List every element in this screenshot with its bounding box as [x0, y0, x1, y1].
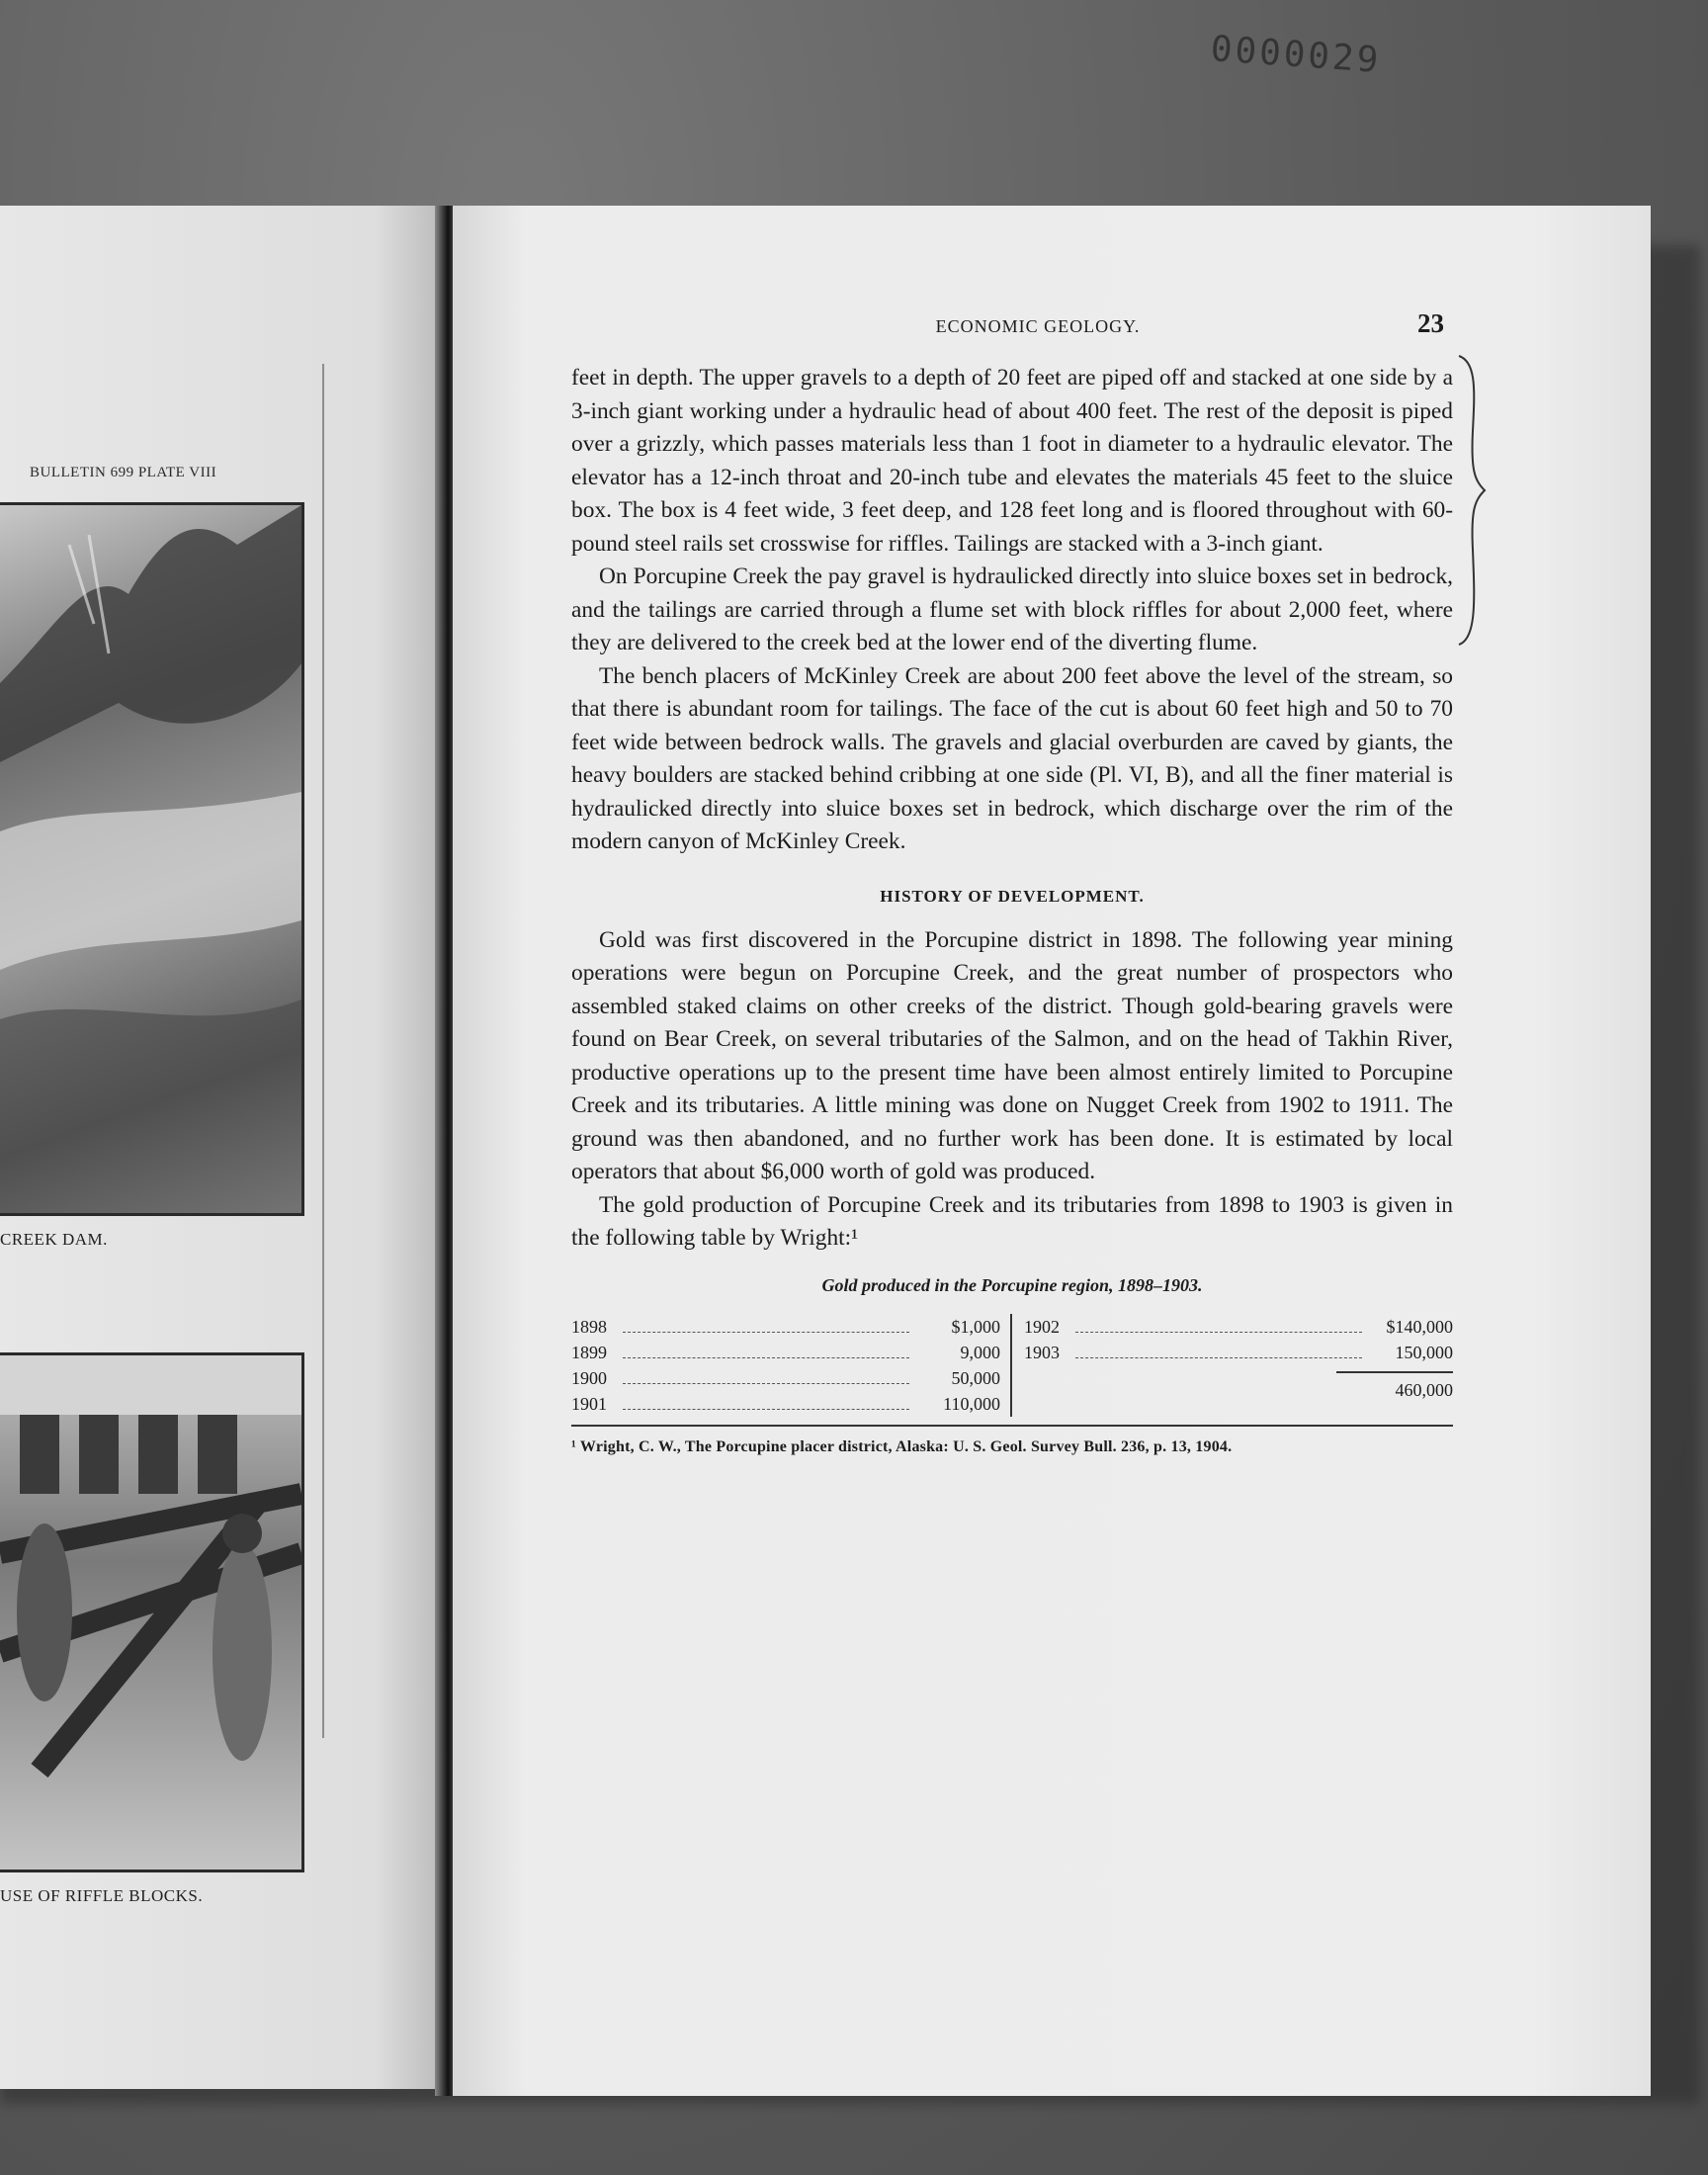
- history-paragraph-1: Gold was first discovered in the Porcupine district in 1898. The following year mining operations were begun on Porcupine Creek, and the great number of prospectors who assembled staked claims on other creeks of the district. Though gold-bearing gravels were found on Bear Creek, on several tributaries of the Salmon, and on the head of Takhin River, productive operations up to the present time have been almost entirely limited to Porcupine Creek and its tributaries. A little mining was done on Nugget Creek from 1902 to 1911. The ground was then abandoned, and no further work has been done. It is estimated by local operators that about $6,000 worth of gold was produced.: [571, 926, 1453, 1184]
- leader-dots: [623, 1332, 909, 1333]
- open-book: [0, 206, 1651, 2096]
- footnote: ¹ Wright, C. W., The Porcupine placer district, Alaska: U. S. Geol. Survey Bull. 236, p. 13, 1904.: [571, 1437, 1233, 1455]
- production-table: [571, 1275, 1453, 1427]
- left-page: [0, 206, 440, 2089]
- row-amount: $1,000: [951, 1316, 1000, 1337]
- leader-dots: [623, 1357, 909, 1358]
- table-left-column: [571, 1314, 1012, 1417]
- row-year: 1900: [571, 1367, 607, 1388]
- paragraph-1: feet in depth. The upper gravels to a depth of 20 feet are piped off and stacked at one side by a 3-inch giant working under a hydraulic head of about 400 feet. The rest of the deposit is piped over a grizzly, which passes materials less than 1 foot in diameter to a hydraulic elevator. The elevator has a 12-inch throat and 20-inch tube and elevates the materials 45 feet to the sluice box. The box is 4 feet wide, 3 feet deep, and 128 feet long and is floored throughout with 60-pound steel rails set crosswise for riffles. Tailings are stacked with a 3-inch giant.: [571, 365, 1453, 557]
- paragraph-3: The bench placers of McKinley Creek are about 200 feet above the level of the stream, so that there is abundant room for tailings. The face of the cut is about 60 feet high and 50 to 70 feet wide between bedrock walls. The gravels and glacial overburden are caved by giants, the heavy boulders are stacked behind cribbing at one side (Pl. VI, B), and all the finer material is hydraulicked directly into sluice boxes set in bedrock, which discharge over the rim of the modern canyon of McKinley Creek.: [571, 662, 1453, 854]
- row-year: 1902: [1024, 1316, 1060, 1337]
- caption-riffle-blocks: USE OF RIFFLE BLOCKS.: [0, 1886, 204, 1905]
- left-page-rule: [322, 364, 324, 1738]
- row-amount: 50,000: [951, 1367, 1000, 1388]
- table-row: [1024, 1340, 1453, 1365]
- table-row: [571, 1365, 1000, 1391]
- paragraph-2: On Porcupine Creek the pay gravel is hydraulicked directly into sluice boxes set in bedrock, and the tailings are carried through a flume set with block riffles for about 2,000 feet, where they are delivered to the creek bed at the lower end of the diverting flume.: [571, 564, 1453, 655]
- caption-creek-dam: CREEK DAM.: [0, 1230, 108, 1249]
- row-amount: 150,000: [1395, 1342, 1453, 1362]
- history-paragraph-2: The gold production of Porcupine Creek and its tributaries from 1898 to 1903 is given in the following table by Wright:¹: [571, 1191, 1453, 1251]
- leader-dots: [1075, 1357, 1362, 1358]
- leader-dots: [1075, 1332, 1362, 1333]
- row-amount: 9,000: [960, 1342, 1000, 1362]
- table-title: Gold produced in the Porcupine region, 1898–1903.: [821, 1274, 1203, 1295]
- table-right-column: [1012, 1314, 1453, 1417]
- body-text: [571, 362, 1453, 1458]
- table-bottom-rule: [571, 1425, 1453, 1427]
- table-total-row: [1024, 1373, 1453, 1403]
- plate-photo-riffle-blocks: [0, 1352, 304, 1872]
- table-body: [571, 1314, 1453, 1417]
- leader-dots: [623, 1409, 909, 1410]
- photo-riffle-texture: [0, 1355, 301, 1870]
- table-total: 460,000: [1395, 1379, 1453, 1400]
- right-page: [453, 206, 1651, 2096]
- row-year: 1903: [1024, 1342, 1060, 1362]
- plate-header: BULLETIN 699 PLATE VIII: [30, 465, 217, 480]
- section-heading: HISTORY OF DEVELOPMENT.: [880, 886, 1145, 906]
- table-row: [571, 1314, 1000, 1340]
- plate-photo-creek-dam: [0, 502, 304, 1216]
- page-number: 23: [1417, 308, 1444, 338]
- table-row: [1024, 1314, 1453, 1340]
- table-row: [571, 1340, 1000, 1365]
- archive-stamp: 0000029: [1209, 29, 1383, 82]
- row-amount: 110,000: [943, 1393, 1000, 1414]
- running-head: ECONOMIC GEOLOGY.: [935, 316, 1141, 336]
- row-year: 1898: [571, 1316, 607, 1337]
- photo-dam-texture: [0, 505, 301, 1213]
- row-year: 1901: [571, 1393, 607, 1414]
- margin-bracket: [1455, 352, 1489, 649]
- row-year: 1899: [571, 1342, 607, 1362]
- leader-dots: [623, 1383, 909, 1384]
- row-amount: $140,000: [1386, 1316, 1453, 1337]
- table-row: [571, 1391, 1000, 1417]
